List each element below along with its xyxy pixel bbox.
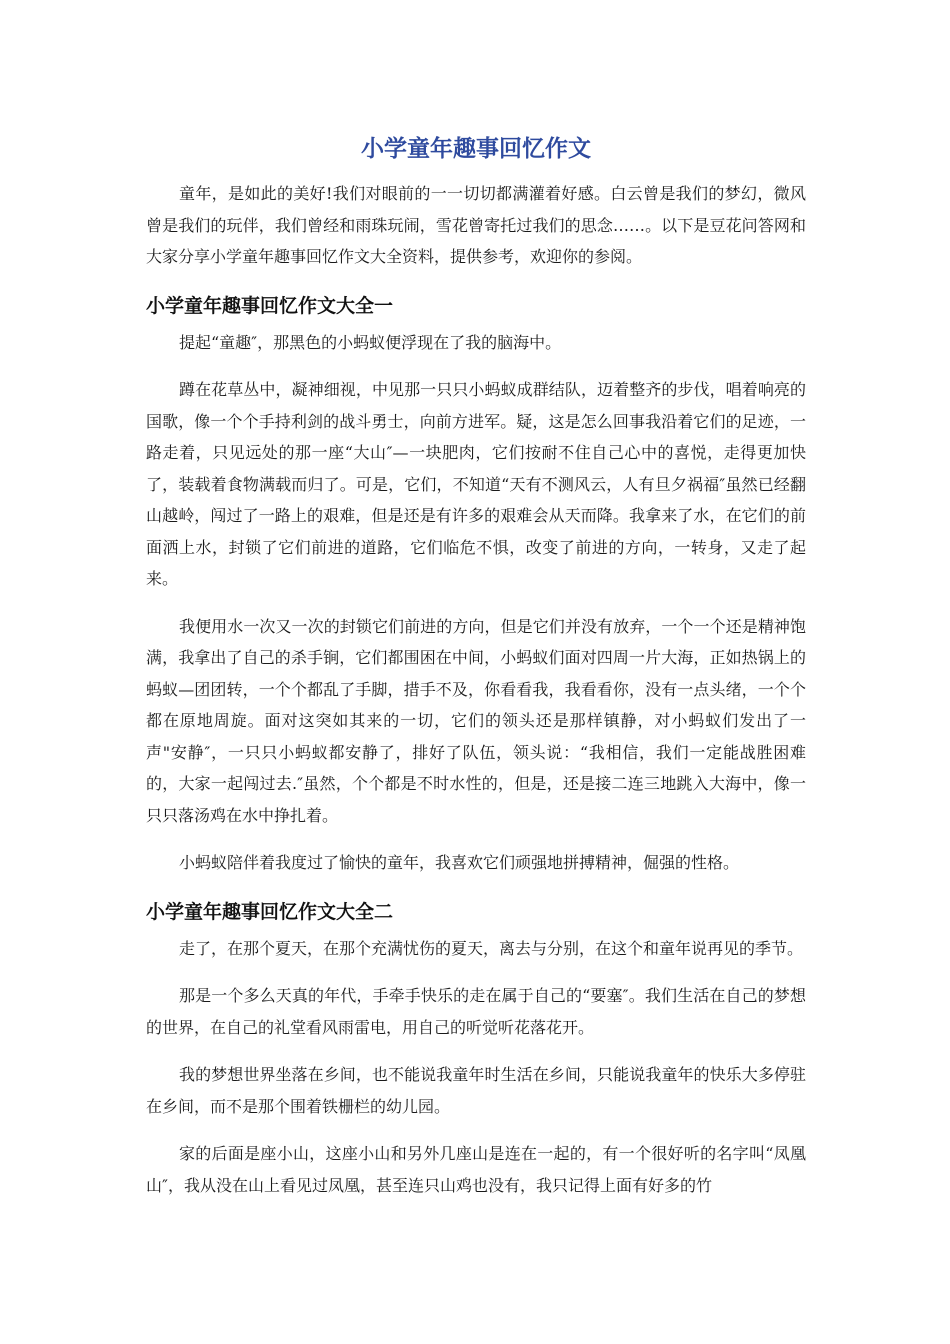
section-1-paragraph: 我便用水一次又一次的封锁它们前进的方向，但是它们并没有放弃，一个一个还是精神饱满，我拿出了自己的杀手锏，它们都围困在中间，小蚂蚁们面对四周一片大海，正如热锅上的蚂蚁—团团转，一个个都乱了手脚，措手不及，你看看我，我看看你，没有一点头绪，一个个都在原地周旋。面对这突如其来的一切，它们的领头还是那样镇静，对小蚂蚁们发出了一声"安静″，一只只小蚂蚁都安静了，排好了队伍，领头说：“我相信，我们一定能战胜困难的，大家一起闯过去.″虽然，个个都是不时水性的，但是，还是接二连三地跳入大海中，像一只只落汤鸡在水中挣扎着。 xyxy=(146,616,806,825)
section-2-paragraph: 走了，在那个夏天，在那个充满忧伤的夏天，离去与分别，在这个和童年说再见的季节。 xyxy=(179,938,804,958)
section-2-paragraph: 我的梦想世界坐落在乡间，也不能说我童年时生活在乡间，只能说我童年的快乐大多停驻在乡间，而不是那个围着铁栅栏的幼儿园。 xyxy=(146,1065,806,1116)
section-2-paragraph: 家的后面是座小山，这座小山和另外几座山是连在一起的，有一个很好听的名字叫“凤凰山″，我从没在山上看见过凤凰，甚至连只山鸡也没有，我只记得上面有好多的竹 xyxy=(146,1144,806,1195)
section-1-paragraph: 蹲在花草丛中，凝神细视，中见那一只只小蚂蚁成群结队，迈着整齐的步伐，唱着响亮的国歌，像一个个手持利剑的战斗勇士，向前方进军。疑，这是怎么回事我沿着它们的足迹，一路走着，只见远处的那一座“大山″—一块肥肉，它们按耐不住自己心中的喜悦，走得更加快了，装载着食物满载而归了。可是，它们，不知道“天有不测风云，人有旦夕祸福″虽然已经翻山越岭，闯过了一路上的艰难，但是还是有许多的艰难会从天而降。我拿来了水，在它们的前面洒上水，封锁了它们前进的道路，它们临危不惧，改变了前进的方向，一转身，又走了起来。 xyxy=(146,380,806,588)
document-page xyxy=(146,130,806,1201)
section-1-paragraph: 提起“童趣″，那黑色的小蚂蚁便浮现在了我的脑海中。 xyxy=(179,332,562,352)
section-1-paragraph: 小蚂蚁陪伴着我度过了愉快的童年，我喜欢它们顽强地拼搏精神，倔强的性格。 xyxy=(179,853,740,872)
section-2 xyxy=(146,897,806,1202)
section-2-heading: 小学童年趣事回忆作文大全二 xyxy=(146,900,394,923)
intro-paragraph: 童年，是如此的美好!我们对眼前的一一切切都满灌着好感。白云曾是我们的梦幻，微风曾是我们的玩伴，我们曾经和雨珠玩闹，雪花曾寄托过我们的思念……。以下是豆花问答网和大家分享小学童年趣事回忆作文大全资料，提供参考，欢迎你的参阅。 xyxy=(146,184,806,266)
document-title: 小学童年趣事回忆作文 xyxy=(361,136,591,162)
section-2-paragraph: 那是一个多么天真的年代，手牵手快乐的走在属于自己的“要塞″。我们生活在自己的梦想的世界，在自己的礼堂看风雨雷电，用自己的听觉听花落花开。 xyxy=(146,986,806,1037)
section-1 xyxy=(146,291,806,879)
section-1-heading: 小学童年趣事回忆作文大全一 xyxy=(146,294,394,317)
